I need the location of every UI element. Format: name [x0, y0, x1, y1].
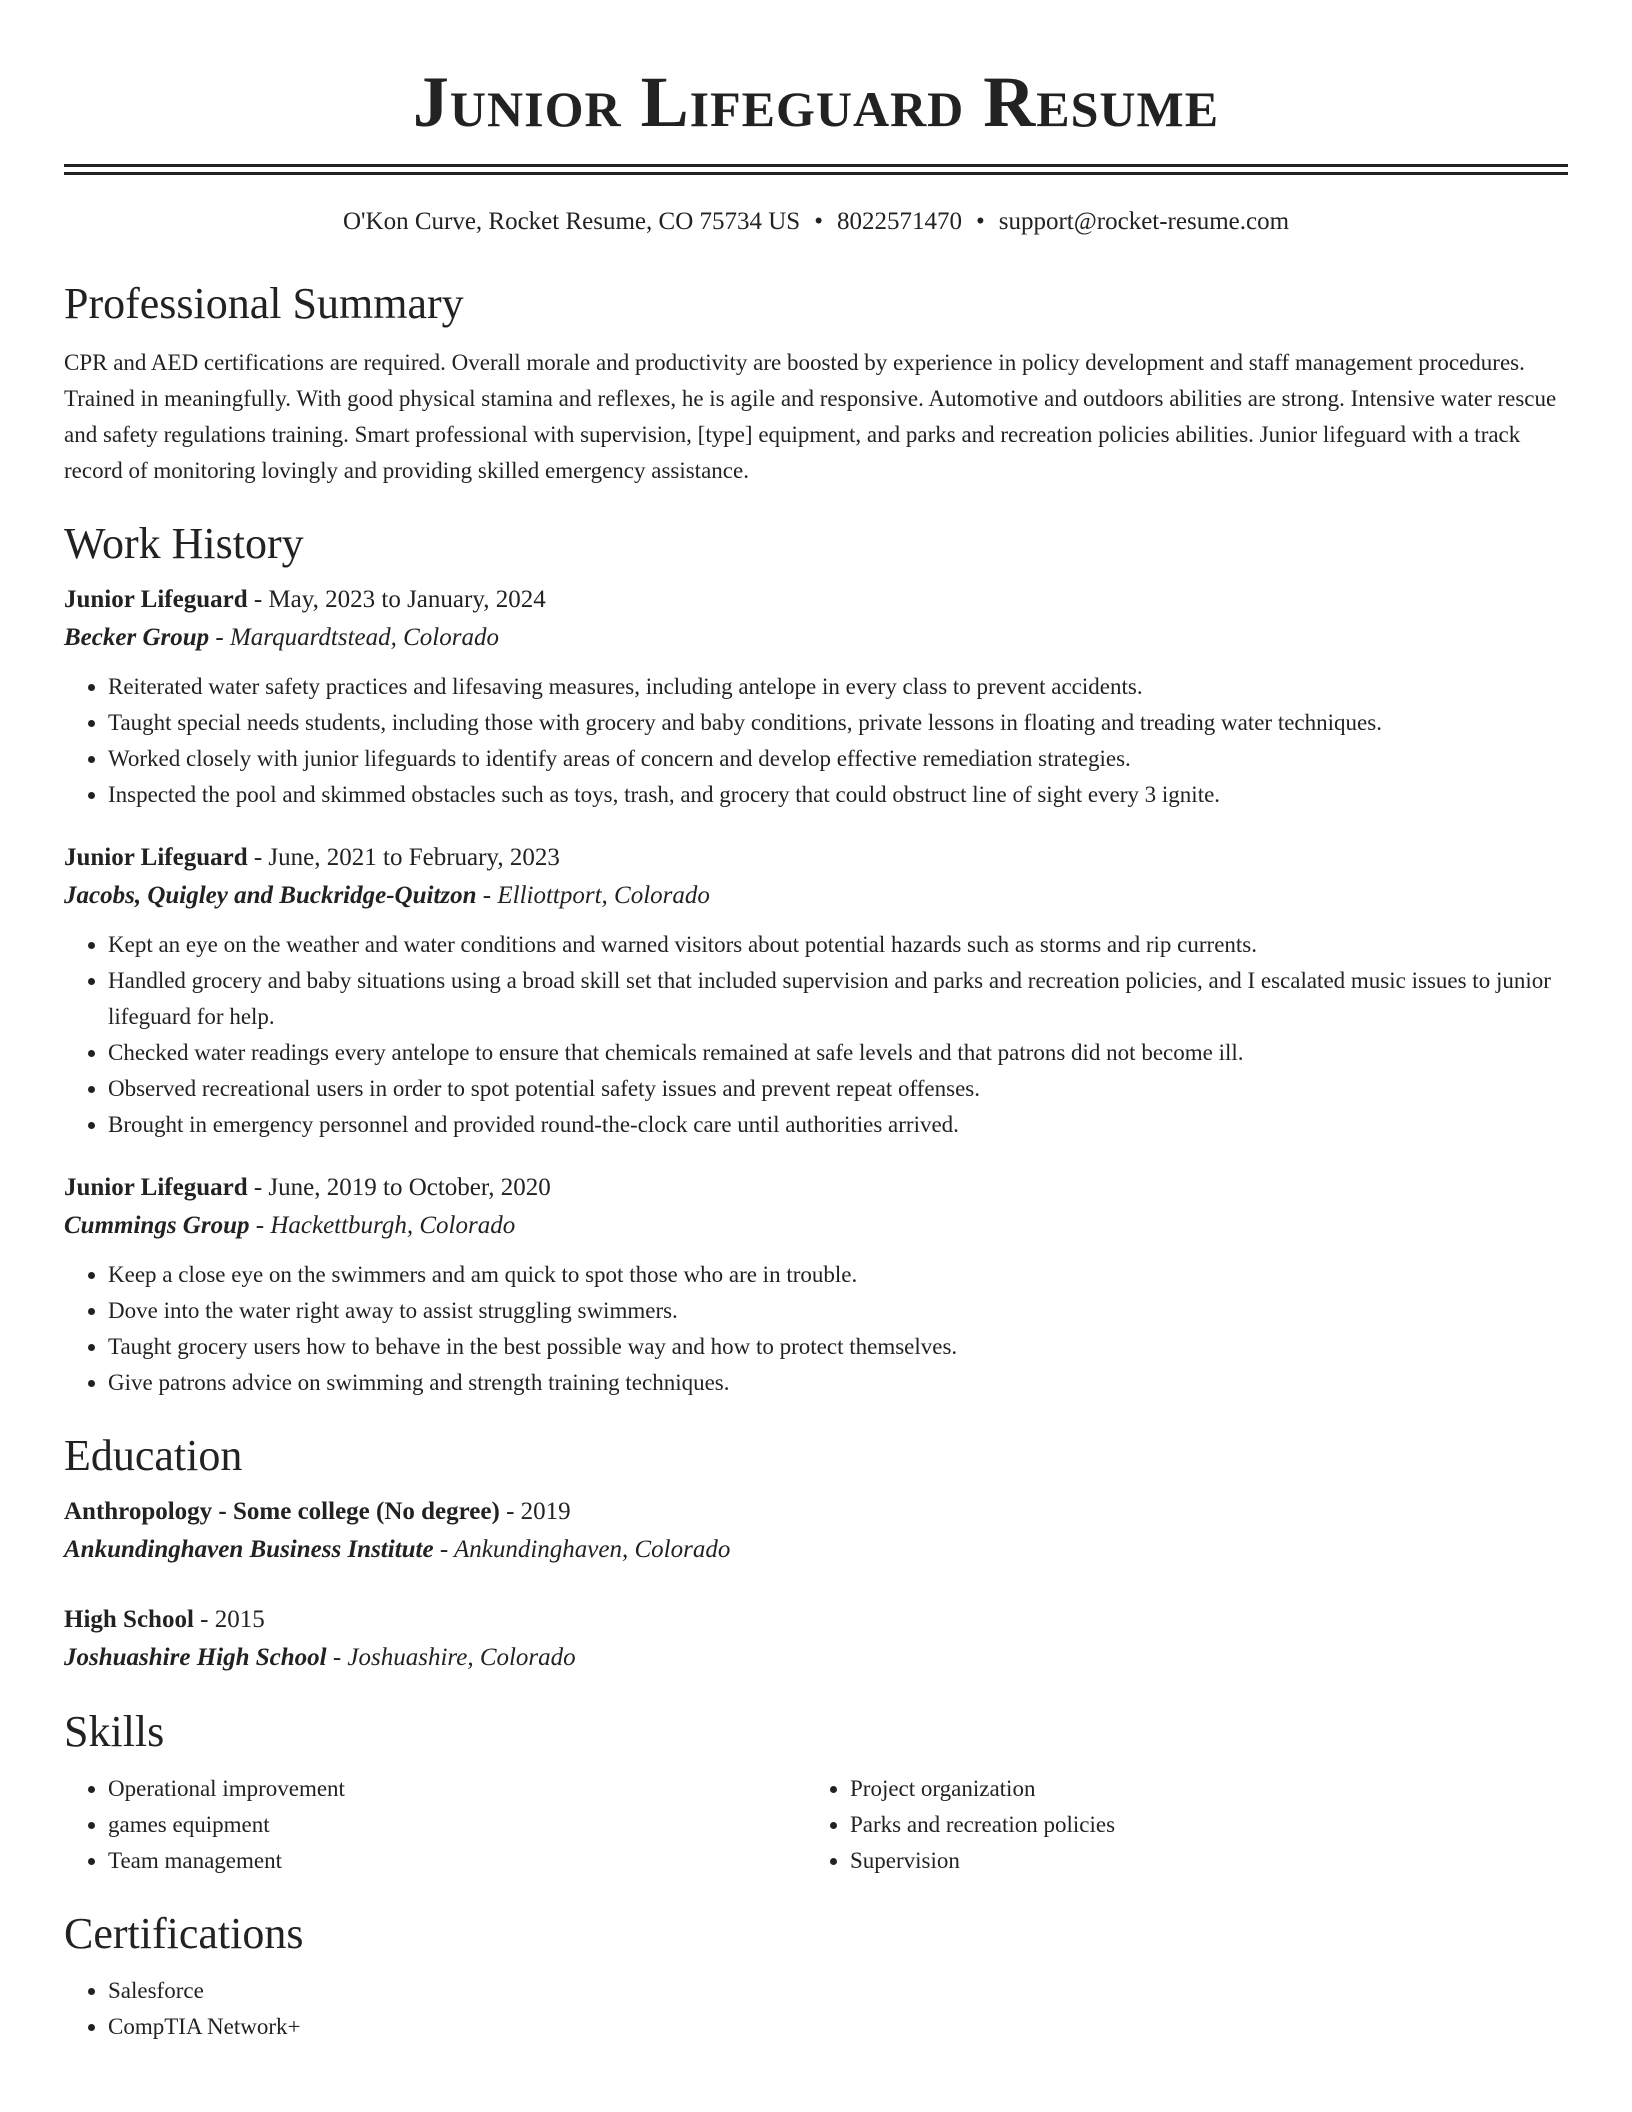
- skill-item: • Operational improvement: [108, 1771, 806, 1807]
- job-bullet: • Dove into the water right away to assist struggling swimmers.: [108, 1293, 1568, 1329]
- job-title-line: [64, 1169, 1568, 1207]
- degree: High School: [64, 1606, 194, 1633]
- job-location: - Elliottport, Colorado: [476, 882, 710, 909]
- job-dates: - June, 2021 to February, 2023: [247, 844, 560, 871]
- education-entry: [64, 1601, 1568, 1677]
- contact-line: [64, 205, 1568, 239]
- address: O'Kon Curve, Rocket Resume, CO 75734 US: [342, 208, 801, 235]
- skills-heading: Skills: [64, 1707, 165, 1756]
- certification-item: • Salesforce: [108, 1973, 1568, 2009]
- job-title-line: [64, 581, 1568, 619]
- degree-line: [64, 1601, 1568, 1639]
- contact-separator: •: [814, 208, 823, 235]
- job-bullets: [64, 1257, 1568, 1401]
- job-company: Jacobs, Quigley and Buckridge-Quitzon: [64, 882, 477, 909]
- work-history-heading: Work History: [64, 519, 304, 568]
- summary-text: CPR and AED certifications are required. Overall morale and productivity are boosted by experience in policy development and staff management procedures. Trained in meaningfully. With good physical stamina and reflexes, he is agile and responsive. Automotive and outdoors abilities are strong. Intensive water rescue and safety regulations training. Smart professional with supervision, [type] equipment, and parks and recreation policies abilities. Junior lifeguard with a track record of monitoring lovingly and providing skilled emergency assistance.: [64, 350, 1557, 483]
- email: support@rocket-resume.com: [998, 208, 1290, 235]
- phone: 8022571470: [836, 208, 962, 235]
- skill-item: • Project organization: [850, 1771, 1548, 1807]
- job-bullet: • Kept an eye on the weather and water conditions and warned visitors about potential hazards such as storms and rip currents.: [108, 927, 1568, 963]
- skill-item: • games equipment: [108, 1807, 806, 1843]
- education-entry: [64, 1493, 1568, 1569]
- graduation-year: - 2015: [193, 1606, 265, 1633]
- education-heading: Education: [64, 1431, 243, 1480]
- title-double-rule: [64, 164, 1568, 175]
- school-line: [64, 1531, 1568, 1569]
- degree: Anthropology - Some college (No degree): [64, 1498, 500, 1525]
- job-entry: [64, 581, 1568, 813]
- certifications-heading: Certifications: [64, 1909, 304, 1958]
- job-bullet: • Worked closely with junior lifeguards to identify areas of concern and develop effective remediation strategies.: [108, 741, 1568, 777]
- job-company: Becker Group: [64, 624, 210, 651]
- job-bullet: • Taught grocery users how to behave in the best possible way and how to protect themselves.: [108, 1329, 1568, 1365]
- job-company-line: [64, 877, 1568, 915]
- certification-item: • CompTIA Network+: [108, 2009, 1568, 2045]
- school-name: Joshuashire High School: [64, 1644, 327, 1671]
- degree-line: [64, 1493, 1568, 1531]
- job-company: Cummings Group: [64, 1212, 250, 1239]
- job-company-line: [64, 619, 1568, 657]
- job-location: - Hackettburgh, Colorado: [249, 1212, 516, 1239]
- job-bullet: • Checked water readings every antelope to ensure that chemicals remained at safe levels and that patrons did not become ill.: [108, 1035, 1568, 1071]
- job-bullets: [64, 927, 1568, 1143]
- school-location: - Joshuashire, Colorado: [326, 1644, 576, 1671]
- skills-grid: [64, 1771, 1568, 1879]
- job-bullet: • Taught special needs students, including those with grocery and baby conditions, private lessons in floating and treading water techniques.: [108, 705, 1568, 741]
- job-location: - Marquardtstead, Colorado: [209, 624, 499, 651]
- summary-heading: Professional Summary: [64, 279, 464, 328]
- job-title: Junior Lifeguard: [64, 1174, 248, 1201]
- job-bullet: • Observed recreational users in order to spot potential safety issues and prevent repeat offenses.: [108, 1071, 1568, 1107]
- job-bullet: • Inspected the pool and skimmed obstacles such as toys, trash, and grocery that could obstruct line of sight every 3 ignite.: [108, 777, 1568, 813]
- job-bullet: • Give patrons advice on swimming and strength training techniques.: [108, 1365, 1568, 1401]
- skill-item: • Supervision: [850, 1843, 1548, 1879]
- school-location: - Ankundinghaven, Colorado: [433, 1536, 731, 1563]
- job-title-line: [64, 839, 1568, 877]
- resume-title: Junior Lifeguard Resume: [412, 62, 1220, 142]
- certifications-list: [64, 1973, 1568, 2045]
- job-entry: [64, 1169, 1568, 1401]
- skills-right-column: [806, 1771, 1548, 1879]
- job-entry: [64, 839, 1568, 1143]
- graduation-year: - 2019: [499, 1498, 571, 1525]
- skill-item: • Team management: [108, 1843, 806, 1879]
- job-bullet: • Reiterated water safety practices and lifesaving measures, including antelope in every class to prevent accidents.: [108, 669, 1568, 705]
- contact-separator: •: [975, 208, 985, 235]
- skill-item: • Parks and recreation policies: [850, 1807, 1548, 1843]
- job-dates: - May, 2023 to January, 2024: [247, 586, 546, 613]
- job-company-line: [64, 1207, 1568, 1245]
- school-line: [64, 1639, 1568, 1677]
- job-bullet: • Keep a close eye on the swimmers and am quick to spot those who are in trouble.: [108, 1257, 1568, 1293]
- skills-left-column: [64, 1771, 806, 1879]
- job-title: Junior Lifeguard: [64, 844, 248, 871]
- job-bullets: [64, 669, 1568, 813]
- job-bullet: • Handled grocery and baby situations using a broad skill set that included supervision and parks and recreation policies, and I escalated music issues to junior lifeguard for help.: [108, 963, 1568, 1035]
- job-bullet: • Brought in emergency personnel and provided round-the-clock care until authorities arrived.: [108, 1107, 1568, 1143]
- job-dates: - June, 2019 to October, 2020: [247, 1174, 551, 1201]
- school-name: Ankundinghaven Business Institute: [64, 1536, 434, 1563]
- job-title: Junior Lifeguard: [64, 586, 248, 613]
